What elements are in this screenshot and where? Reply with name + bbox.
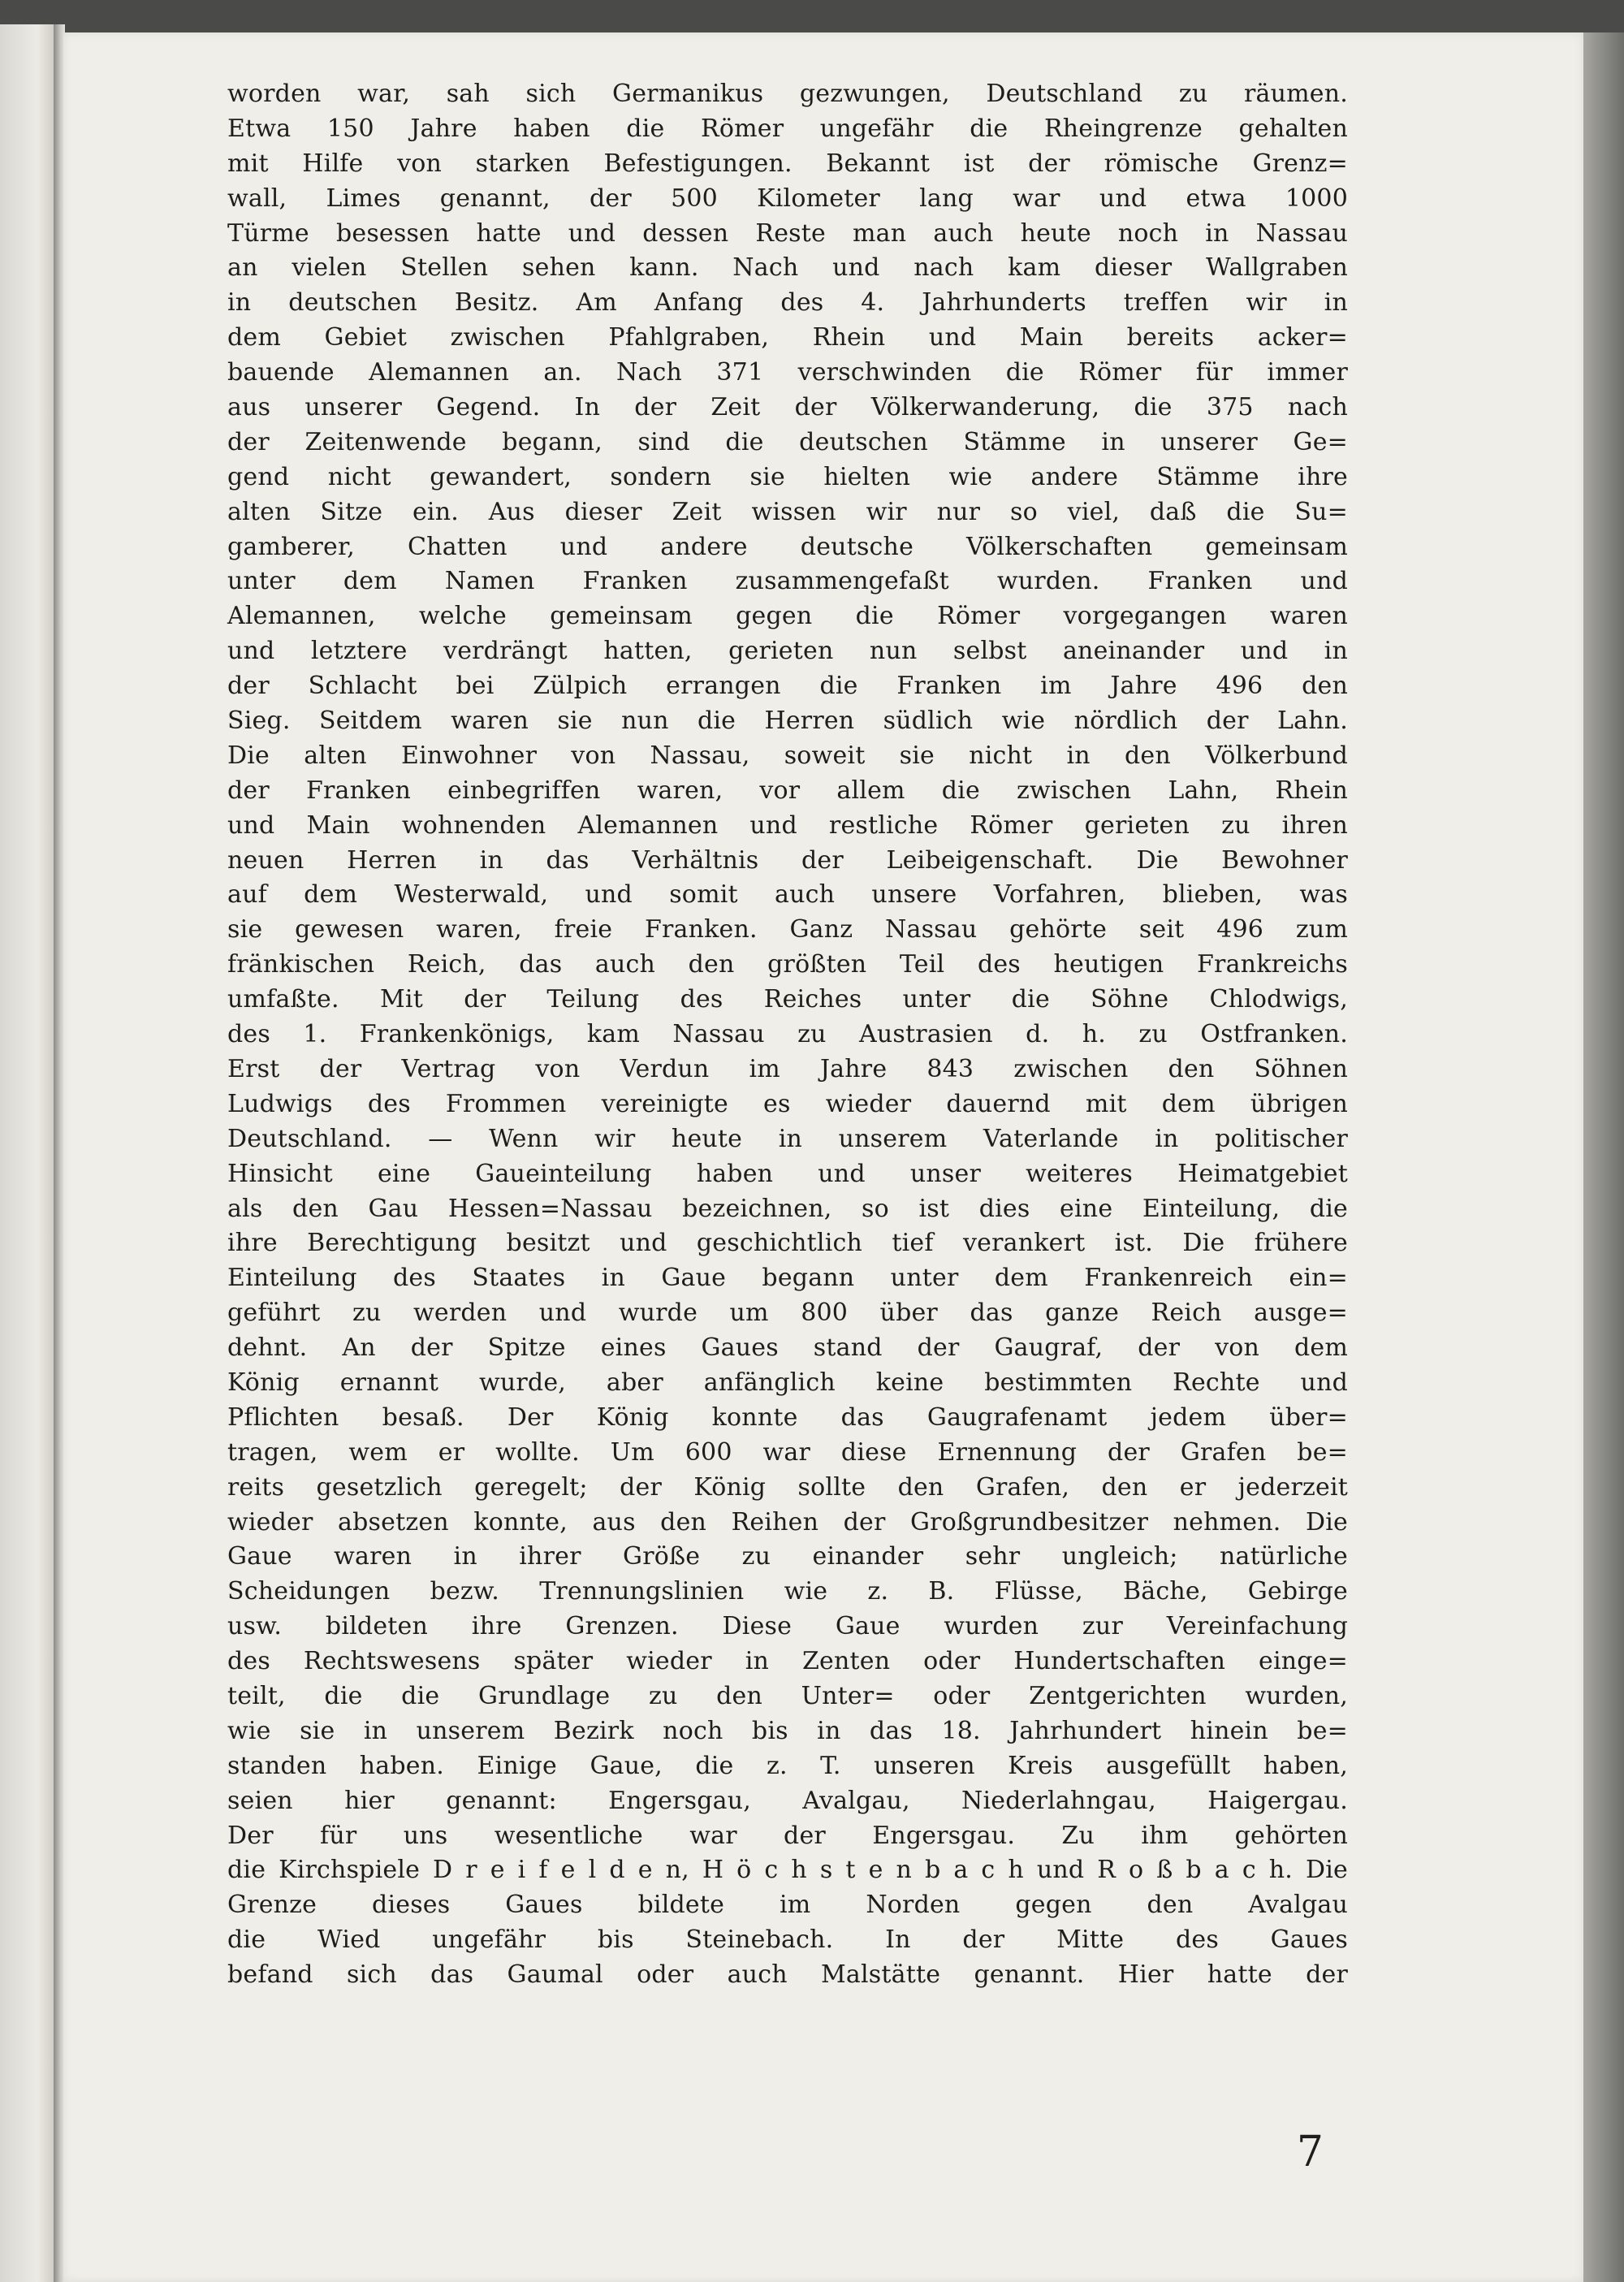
text-line: dehnt. An der Spitze eines Gaues stand der Gaugraf, der von dem: [227, 1333, 1348, 1363]
text-line: der Franken einbegriffen waren, vor allem die zwischen Lahn, Rhein: [227, 776, 1348, 805]
text-line: neuen Herren in das Verhältnis der Leibeigenschaft. Die Bewohner: [227, 845, 1348, 875]
text-line: der Schlacht bei Zülpich errangen die Franken im Jahre 496 den: [227, 672, 1348, 701]
text-line: auf dem Westerwald, und somit auch unsere Vorfahren, blieben, was: [227, 880, 1348, 910]
text-line: Die alten Einwohner von Nassau, soweit sie nicht in den Völkerbund: [227, 741, 1348, 770]
text-line: an vielen Stellen sehen kann. Nach und nach kam dieser Wallgraben: [227, 253, 1348, 283]
text-line: fränkischen Reich, das auch den größten Teil des heutigen Frankreichs: [227, 950, 1348, 979]
text-line: umfaßte. Mit der Teilung des Reiches unter die Söhne Chlodwigs,: [227, 985, 1348, 1014]
text-line: als den Gau Hessen=Nassau bezeichnen, so ist dies eine Einteilung, die: [227, 1194, 1348, 1223]
text-line: Scheidungen bezw. Trennungslinien wie z. B. Flüsse, Bäche, Gebirge: [227, 1577, 1348, 1606]
text-line: ihre Berechtigung besitzt und geschichtlich tief verankert ist. Die frühere: [227, 1229, 1348, 1258]
text-line: bauende Alemannen an. Nach 371 verschwinden die Römer für immer: [227, 358, 1348, 387]
text-line: wieder absetzen konnte, aus den Reihen der Großgrundbesitzer nehmen. Die: [227, 1507, 1348, 1536]
text-line: Grenze dieses Gaues bildete im Norden gegen den Avalgau: [227, 1891, 1348, 1920]
text-line: und letztere verdrängt hatten, gerieten nun selbst aneinander und in: [227, 637, 1348, 666]
text-line: Ludwigs des Frommen vereinigte es wieder dauernd mit dem übrigen: [227, 1089, 1348, 1118]
text-line: die Wied ungefähr bis Steinebach. In der Mitte des Gaues: [227, 1925, 1348, 1955]
text-line: gend nicht gewandert, sondern sie hielten wie andere Stämme ihre: [227, 462, 1348, 491]
text-line: wall, Limes genannt, der 500 Kilometer lang war und etwa 1000: [227, 184, 1348, 213]
text-line: worden war, sah sich Germanikus gezwungen, Deutschland zu räumen.: [227, 80, 1348, 108]
body-text: [227, 77, 1348, 1993]
text-line: Alemannen, welche gemeinsam gegen die Römer vorgegangen waren: [227, 602, 1348, 631]
text-line: reits gesetzlich geregelt; der König sollte den Grafen, den er jederzeit: [227, 1472, 1348, 1502]
text-line: Türme besessen hatte und dessen Reste man auch heute noch in Nassau: [227, 218, 1348, 248]
text-line: mit Hilfe von starken Befestigungen. Bekannt ist der römische Grenz=: [227, 149, 1348, 178]
text-line: teilt, die die Grundlage zu den Unter= oder Zentgerichten wurden,: [227, 1681, 1348, 1710]
text-line: Hinsicht eine Gaueinteilung haben und unser weiteres Heimatgebiet: [227, 1159, 1348, 1188]
text-line: dem Gebiet zwischen Pfahlgraben, Rhein und Main bereits acker=: [227, 323, 1348, 352]
text-line: alten Sitze ein. Aus dieser Zeit wissen wir nur so viel, daß die Su=: [227, 497, 1348, 526]
text-line: Gaue waren in ihrer Größe zu einander sehr ungleich; natürliche: [227, 1542, 1348, 1571]
text-line: Sieg. Seitdem waren sie nun die Herren südlich wie nördlich der Lahn.: [227, 707, 1348, 736]
text-line: Deutschland. — Wenn wir heute in unserem Vaterlande in politischer: [227, 1124, 1348, 1153]
text-line: des Rechtswesens später wieder in Zenten oder Hundertschaften einge=: [227, 1647, 1348, 1676]
scan-background: [0, 0, 1624, 32]
text-line: des 1. Frankenkönigs, kam Nassau zu Austrasien d. h. zu Ostfranken.: [227, 1020, 1348, 1049]
text-line: seien hier genannt: Engersgau, Avalgau, Niederlahngau, Haigergau.: [227, 1786, 1348, 1815]
text-line: tragen, wem er wollte. Um 600 war diese Ernennung der Grafen be=: [227, 1437, 1348, 1467]
text-line: wie sie in unserem Bezirk noch bis in das 18. Jahrhundert hinein be=: [227, 1716, 1348, 1745]
page-number: 7: [1296, 2128, 1324, 2176]
text-line: befand sich das Gaumal oder auch Malstätte genannt. Hier hatte der: [227, 1960, 1348, 1990]
text-line: sie gewesen waren, freie Franken. Ganz Nassau gehörte seit 496 zum: [227, 915, 1348, 944]
text-line: Pflichten besaß. Der König konnte das Gaugrafenamt jedem über=: [227, 1402, 1348, 1432]
text-line: aus unserer Gegend. In der Zeit der Völkerwanderung, die 375 nach: [227, 393, 1348, 422]
text-line: Etwa 150 Jahre haben die Römer ungefähr die Rheingrenze gehalten: [227, 114, 1348, 143]
text-line: in deutschen Besitz. Am Anfang des 4. Jahrhunderts treffen wir in: [227, 288, 1348, 318]
text-line: der Zeitenwende begann, sind die deutschen Stämme in unserer Ge=: [227, 427, 1348, 456]
page-edge-shadow: [1583, 32, 1624, 2282]
text-line: Der für uns wesentliche war der Engersgau. Zu ihm gehörten: [227, 1821, 1348, 1850]
text-line: usw. bildeten ihre Grenzen. Diese Gaue wurden zur Vereinfachung: [227, 1612, 1348, 1641]
text-line: unter dem Namen Franken zusammengefaßt wurden. Franken und: [227, 567, 1348, 596]
text-line: Einteilung des Staates in Gaue begann unter dem Frankenreich ein=: [227, 1264, 1348, 1293]
text-line: geführt zu werden und wurde um 800 über das ganze Reich ausge=: [227, 1299, 1348, 1328]
text-line: standen haben. Einige Gaue, die z. T. unseren Kreis ausgefüllt haben,: [227, 1751, 1348, 1780]
text-line: König ernannt wurde, aber anfänglich keine bestimmten Rechte und: [227, 1368, 1348, 1397]
text-line: gamberer, Chatten und andere deutsche Völkerschaften gemeinsam: [227, 532, 1348, 561]
previous-page-edge: [0, 24, 54, 2282]
text-line: Erst der Vertrag von Verdun im Jahre 843 zwischen den Söhnen: [227, 1054, 1348, 1083]
text-line: die Kirchspiele D r e i f e l d e n, H ö c h s t e n b a c h und R o ß b a c h. Die: [227, 1856, 1348, 1885]
text-line: und Main wohnenden Alemannen und restliche Römer gerieten zu ihren: [227, 810, 1348, 840]
